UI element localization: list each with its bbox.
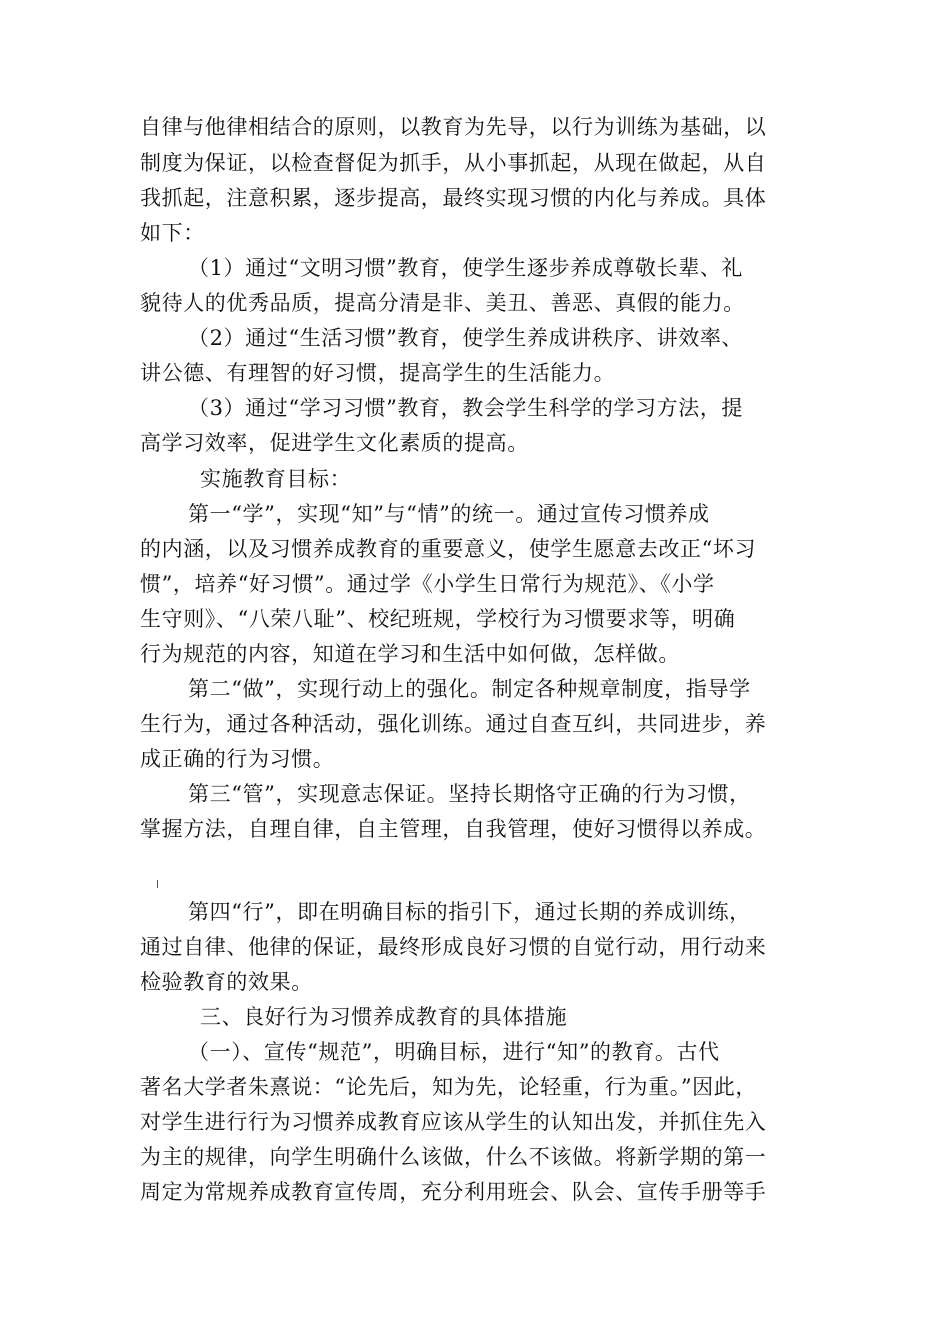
paragraph-line: 惯”，培养“好习惯”。通过学《小学生日常行为规范》、《小学 (140, 572, 715, 596)
paragraph-line: 行为规范的内容，知道在学习和生活中如何做，怎样做。 (140, 642, 680, 666)
paragraph-line: 著名大学者朱熹说：“论先后，知为先，论轻重，行为重。”因此， (140, 1075, 757, 1099)
list-item-line: （3）通过“学习习惯”教育，教会学生科学的学习方法，提 (188, 396, 744, 420)
text-cursor-mark (157, 880, 158, 888)
paragraph-line: 第四“行”，即在明确目标的指引下，通过长期的养成训练， (188, 900, 751, 924)
paragraph-line: 生守则》、“八荣八耻”、校纪班规，学校行为习惯要求等，明确 (140, 607, 736, 631)
paragraph-line: 我抓起，注意积累，逐步提高，最终实现习惯的内化与养成。具体 (140, 186, 767, 210)
list-item-line: 貌待人的优秀品质，提高分清是非、美丑、善恶、真假的能力。 (140, 291, 745, 315)
paragraph-line: （一）、宣传“规范”，明确目标，进行“知”的教育。古代 (188, 1040, 720, 1064)
list-item-line: （1）通过“文明习惯”教育，使学生逐步养成尊敬长辈、礼 (188, 256, 744, 280)
paragraph-line: 如下： (140, 221, 205, 245)
paragraph-line: 第二“做”，实现行动上的强化。制定各种规章制度，指导学 (188, 677, 751, 701)
paragraph-line: 成正确的行为习惯。 (140, 747, 335, 771)
paragraph-line: 为主的规律，向学生明确什么该做，什么不该做。将新学期的第一 (140, 1145, 767, 1169)
paragraph-line: 通过自律、他律的保证，最终形成良好习惯的自觉行动，用行动来 (140, 935, 767, 959)
paragraph-line: 第三“管”，实现意志保证。坚持长期恪守正确的行为习惯， (188, 782, 751, 806)
paragraph-line: 第一“学”，实现“知”与“情”的统一。通过宣传习惯养成 (188, 502, 710, 526)
list-item-line: （2）通过“生活习惯”教育，使学生养成讲秩序、讲效率、 (188, 326, 744, 350)
paragraph-line: 检验教育的效果。 (140, 970, 313, 994)
paragraph-line: 生行为，通过各种活动，强化训练。通过自查互纠，共同进步，养 (140, 712, 767, 736)
paragraph-line: 自律与他律相结合的原则，以教育为先导，以行为训练为基础，以 (140, 115, 767, 139)
list-item-line: 高学习效率，促进学生文化素质的提高。 (140, 431, 529, 455)
subheading: 实施教育目标： (200, 467, 352, 491)
paragraph-line: 掌握方法，自理自律，自主管理，自我管理，使好习惯得以养成。 (140, 817, 767, 841)
paragraph-line: 周定为常规养成教育宣传周，充分利用班会、队会、宣传手册等手 (140, 1180, 767, 1204)
paragraph-line: 的内涵，以及习惯养成教育的重要意义，使学生愿意去改正“坏习 (140, 537, 757, 561)
list-item-line: 讲公德、有理智的好习惯，提高学生的生活能力。 (140, 361, 616, 385)
section-heading: 三、良好行为习惯养成教育的具体措施 (200, 1005, 568, 1029)
paragraph-line: 制度为保证，以检查督促为抓手，从小事抓起，从现在做起，从自 (140, 151, 767, 175)
paragraph-line: 对学生进行行为习惯养成教育应该从学生的认知出发，并抓住先入 (140, 1110, 767, 1134)
